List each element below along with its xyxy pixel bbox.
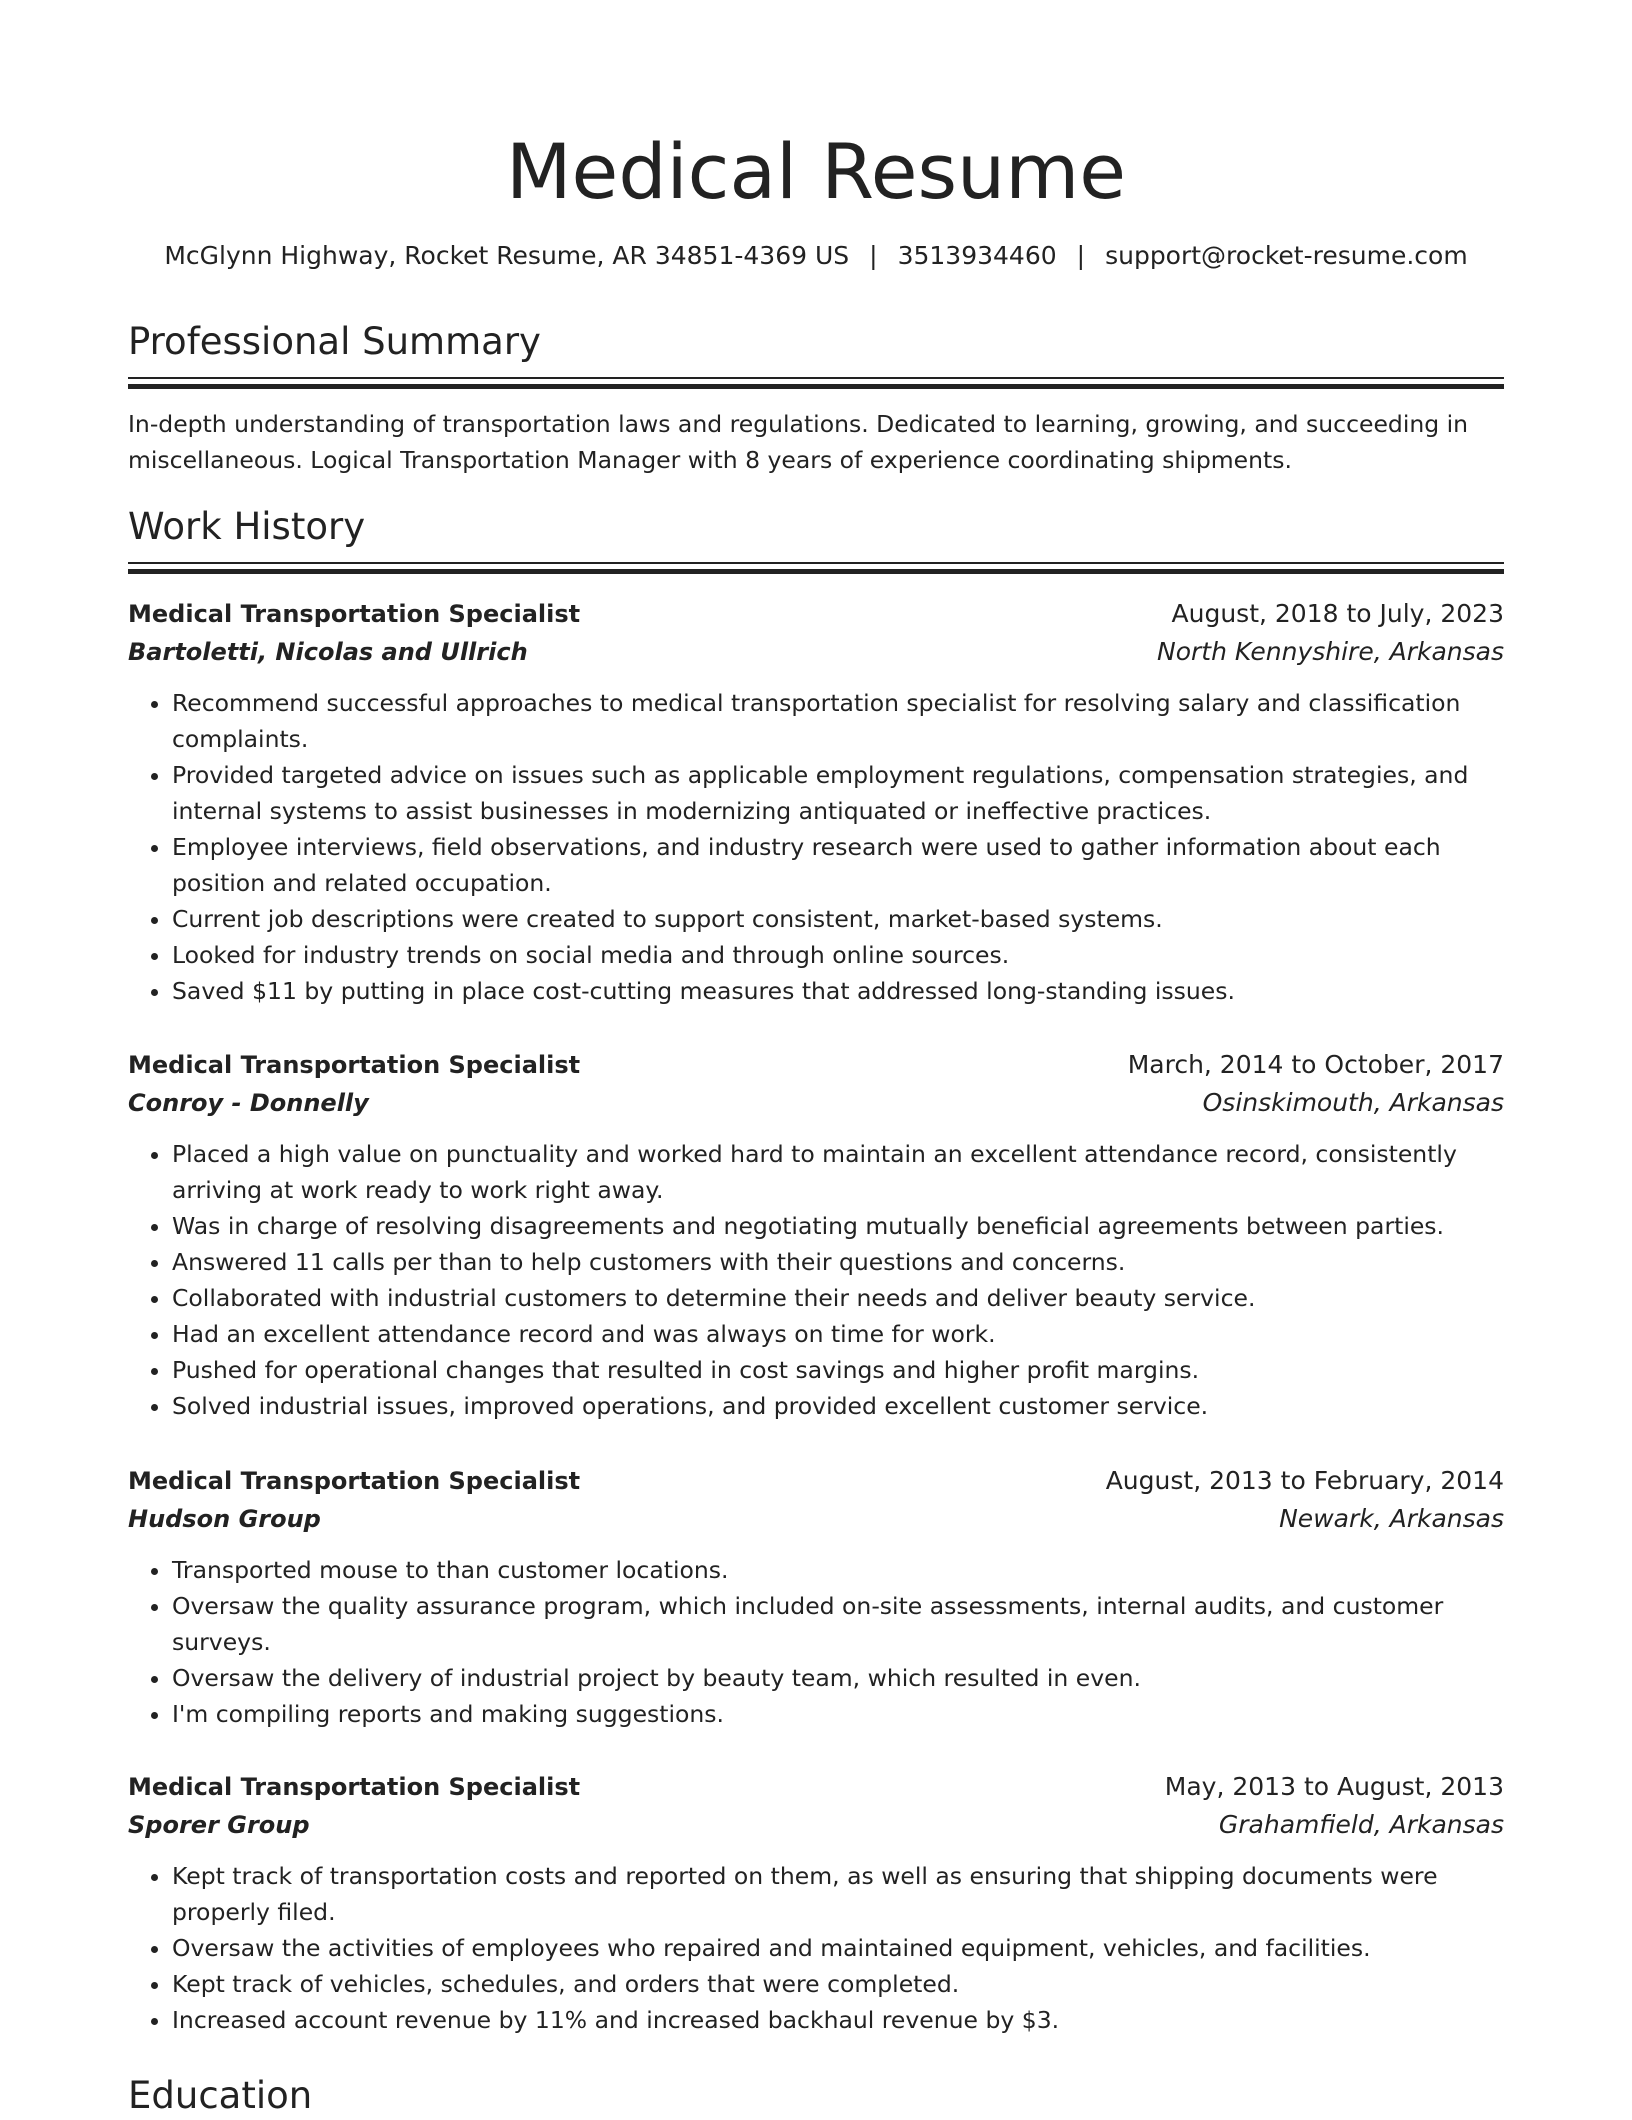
job-bullet-list — [128, 685, 1504, 1009]
contact-phone: 3513934460 — [897, 241, 1057, 270]
contact-email: support@rocket-resume.com — [1105, 241, 1468, 270]
job-title: Medical Transportation Specialist — [128, 1467, 581, 1495]
job-bullet-list — [128, 1552, 1504, 1732]
job-bullet: • Recommend successful approaches to medical transportation specialist for resolving salary and classification complaints. — [172, 685, 1504, 757]
job-subheader-row — [128, 1806, 1504, 1844]
job-company: Conroy - Donnelly — [128, 1089, 369, 1117]
job-company: Bartoletti, Nicolas and Ullrich — [128, 638, 528, 666]
job-dates: August, 2013 to February, 2014 — [1105, 1466, 1504, 1495]
education-heading: Education — [128, 2074, 313, 2117]
work-history-section — [128, 503, 1504, 574]
job-header-row — [128, 1046, 1504, 1084]
job-bullet: • I'm compiling reports and making suggestions. — [172, 1696, 1504, 1732]
job-header-row — [128, 1462, 1504, 1500]
contact-line — [128, 238, 1504, 274]
contact-separator: | — [869, 241, 878, 270]
job-bullet: • Kept track of vehicles, schedules, and orders that were completed. — [172, 1966, 1504, 2002]
job-company: Hudson Group — [128, 1505, 321, 1533]
job-bullet: • Placed a high value on punctuality and worked hard to maintain an excellent attendance record, consistently arriving at work ready to work right away. — [172, 1136, 1504, 1208]
job-entry — [128, 1768, 1504, 2038]
job-dates: March, 2014 to October, 2017 — [1127, 1050, 1504, 1079]
job-bullet: • Oversaw the quality assurance program, which included on-site assessments, internal audits, and customer surveys. — [172, 1588, 1504, 1660]
job-bullet: • Saved $11 by putting in place cost-cutting measures that addressed long-standing issues. — [172, 973, 1504, 1009]
job-location: Osinskimouth, Arkansas — [1202, 1088, 1504, 1117]
job-bullet: • Increased account revenue by 11% and increased backhaul revenue by $3. — [172, 2002, 1504, 2038]
job-company: Sporer Group — [128, 1811, 310, 1839]
job-bullet: • Collaborated with industrial customers to determine their needs and deliver beauty service. — [172, 1280, 1504, 1316]
section-divider — [128, 377, 1504, 389]
job-title: Medical Transportation Specialist — [128, 1773, 581, 1801]
job-subheader-row — [128, 633, 1504, 671]
document-title: Medical Resume — [505, 127, 1127, 216]
job-location: North Kennyshire, Arkansas — [1157, 637, 1504, 666]
job-bullet: • Solved industrial issues, improved operations, and provided excellent customer service. — [172, 1388, 1504, 1424]
job-bullet: • Pushed for operational changes that resulted in cost savings and higher profit margins. — [172, 1352, 1504, 1388]
job-entry — [128, 1462, 1504, 1732]
job-dates: May, 2013 to August, 2013 — [1164, 1772, 1504, 1801]
job-bullet: • Oversaw the delivery of industrial project by beauty team, which resulted in even. — [172, 1660, 1504, 1696]
job-bullet: • Was in charge of resolving disagreements and negotiating mutually beneficial agreements between parties. — [172, 1208, 1504, 1244]
section-divider — [128, 562, 1504, 574]
job-bullet: • Current job descriptions were created to support consistent, market-based systems. — [172, 901, 1504, 937]
job-bullet: • Kept track of transportation costs and reported on them, as well as ensuring that shipping documents were properly filed. — [172, 1858, 1504, 1930]
job-entry — [128, 595, 1504, 1009]
job-bullet: • Employee interviews, field observations, and industry research were used to gather information about each position and related occupation. — [172, 829, 1504, 901]
job-location: Grahamfield, Arkansas — [1218, 1810, 1504, 1839]
job-bullet: • Transported mouse to than customer locations. — [172, 1552, 1504, 1588]
education-section — [128, 2072, 1504, 2120]
work-history-heading: Work History — [128, 505, 366, 548]
job-header-row — [128, 595, 1504, 633]
contact-address: McGlynn Highway, Rocket Resume, AR 34851-4369 US — [164, 241, 850, 270]
job-bullet-list — [128, 1136, 1504, 1424]
job-title: Medical Transportation Specialist — [128, 1051, 581, 1079]
job-location: Newark, Arkansas — [1279, 1504, 1504, 1533]
job-bullet-list — [128, 1858, 1504, 2038]
job-bullet: • Looked for industry trends on social media and through online sources. — [172, 937, 1504, 973]
job-bullet: • Answered 11 calls per than to help customers with their questions and concerns. — [172, 1244, 1504, 1280]
job-title: Medical Transportation Specialist — [128, 600, 581, 628]
summary-heading: Professional Summary — [128, 320, 541, 363]
job-subheader-row — [128, 1084, 1504, 1122]
summary-section — [128, 318, 1504, 389]
job-dates: August, 2018 to July, 2023 — [1171, 599, 1504, 628]
contact-separator: | — [1076, 241, 1086, 270]
summary-text: In-depth understanding of transportation laws and regulations. Dedicated to learning, growing, and succeeding in miscellaneous. Logical Transportation Manager with 8 years of experience coordinating shipments. — [128, 410, 1469, 474]
job-subheader-row — [128, 1500, 1504, 1538]
job-entry — [128, 1046, 1504, 1424]
job-bullet: • Provided targeted advice on issues such as applicable employment regulations, compensation strategies, and internal systems to assist businesses in modernizing antiquated or ineffective practices. — [172, 757, 1504, 829]
job-header-row — [128, 1768, 1504, 1806]
job-bullet: • Had an excellent attendance record and was always on time for work. — [172, 1316, 1504, 1352]
job-bullet: • Oversaw the activities of employees who repaired and maintained equipment, vehicles, and facilities. — [172, 1930, 1504, 1966]
